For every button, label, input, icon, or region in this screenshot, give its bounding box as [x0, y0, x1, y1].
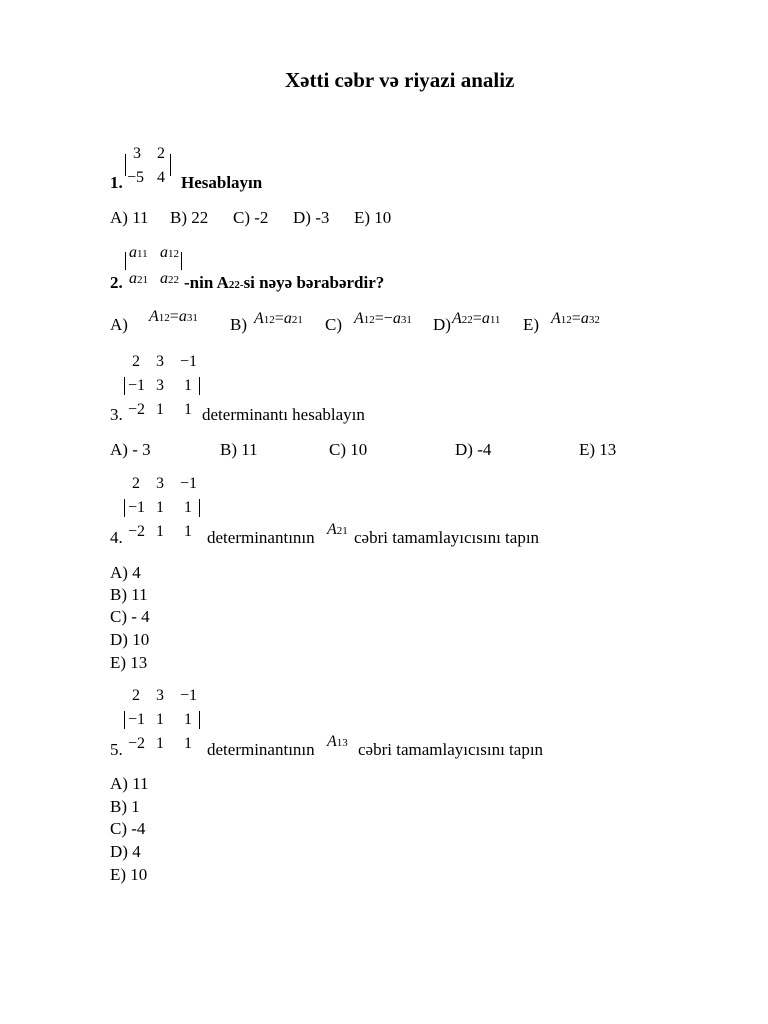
matrix-cell: 4 [157, 169, 165, 186]
determinant-bar-left [124, 499, 125, 517]
matrix-cell: 1 [156, 735, 164, 752]
option-a: A) - 3 [110, 440, 151, 459]
matrix-cell: 1 [156, 499, 164, 516]
question-text: -nin A22-si nəyə bərabərdir? [184, 273, 385, 292]
matrix-cell: −1 [180, 353, 198, 370]
option-c: C) 10 [329, 440, 368, 459]
option-b: B) 1 [110, 797, 140, 816]
matrix-cell: −1 [128, 499, 146, 516]
question-text-end: cəbri tamamlayıcısını tapın [354, 528, 540, 547]
matrix-cell: a21 [129, 270, 148, 287]
option-b: B) 11 [110, 585, 148, 604]
matrix-cell: −5 [127, 169, 145, 186]
matrix-cell: −2 [128, 523, 146, 540]
question-number: 5. [110, 740, 123, 759]
matrix-cell: −1 [128, 711, 146, 728]
matrix-cell: 1 [184, 401, 192, 418]
question-number: 1. [110, 173, 123, 192]
matrix-cell: 1 [156, 523, 164, 540]
determinant-bar-left [124, 711, 125, 729]
option-b-label: B) [230, 315, 247, 334]
option-a: A) 11 [110, 208, 149, 227]
option-d-label: D) [433, 315, 451, 334]
option-d: D) -3 [293, 208, 330, 227]
matrix-cell: 1 [184, 711, 192, 728]
matrix-cell: 3 [156, 475, 164, 492]
matrix-cell: 2 [132, 687, 140, 704]
determinant-bar-left [124, 377, 125, 395]
matrix-cell: 2 [132, 475, 140, 492]
option-a: A) 11 [110, 774, 149, 793]
option-b-formula: A12=a21 [254, 310, 303, 327]
option-d: D) 10 [110, 630, 150, 649]
option-d-formula: A22=a11 [452, 310, 501, 327]
matrix-cell: 3 [156, 687, 164, 704]
option-d: D) -4 [455, 440, 492, 459]
determinant-bar-right [181, 252, 182, 270]
question-text-end: cəbri tamamlayıcısını tapın [358, 740, 544, 759]
question-text: Hesablayın [181, 173, 263, 192]
cofactor-symbol: A13 [327, 733, 348, 750]
matrix-cell: −1 [180, 687, 198, 704]
matrix-cell: 1 [184, 377, 192, 394]
question-text: determinantı hesablayın [202, 405, 365, 424]
matrix-cell: 2 [157, 145, 165, 162]
question-text: determinantının [207, 740, 315, 759]
option-a: A) 4 [110, 563, 141, 582]
matrix-cell: 1 [184, 499, 192, 516]
option-e: E) 10 [110, 865, 148, 884]
cofactor-symbol: A21 [327, 521, 348, 538]
question-text: determinantının [207, 528, 315, 547]
matrix-cell: −1 [180, 475, 198, 492]
determinant-bar-left [125, 252, 126, 270]
determinant-bar-left [125, 154, 126, 176]
option-e-formula: A12=a32 [551, 310, 600, 327]
matrix-cell: 2 [132, 353, 140, 370]
matrix-cell: a22 [160, 270, 179, 287]
matrix-cell: 3 [133, 145, 141, 162]
matrix-cell: 3 [156, 353, 164, 370]
matrix-cell: 1 [184, 523, 192, 540]
option-b: B) 22 [170, 208, 209, 227]
option-d: D) 4 [110, 842, 141, 861]
option-b: B) 11 [220, 440, 258, 459]
option-e-label: E) [523, 315, 540, 334]
determinant-bar-right [199, 377, 200, 395]
matrix-cell: 1 [156, 401, 164, 418]
matrix-cell: 3 [156, 377, 164, 394]
matrix-cell: a12 [160, 244, 179, 261]
option-c: C) -2 [233, 208, 269, 227]
option-e: E) 13 [579, 440, 617, 459]
matrix-cell: −2 [128, 735, 146, 752]
matrix-cell: a11 [129, 244, 148, 261]
matrix-cell: 1 [184, 735, 192, 752]
matrix-cell: 1 [156, 711, 164, 728]
determinant-bar-right [170, 154, 171, 176]
option-c-label: C) [325, 315, 342, 334]
option-e: E) 13 [110, 653, 148, 672]
determinant-bar-right [199, 711, 200, 729]
option-e: E) 10 [354, 208, 392, 227]
option-c-formula: A12=−a31 [354, 310, 412, 327]
question-number: 3. [110, 405, 123, 424]
question-number: 4. [110, 528, 123, 547]
matrix-cell: −2 [128, 401, 146, 418]
option-c: C) -4 [110, 819, 146, 838]
matrix-cell: −1 [128, 377, 146, 394]
option-a-formula: A12=a31 [149, 308, 198, 325]
option-a-label: A) [110, 315, 128, 334]
determinant-bar-right [199, 499, 200, 517]
option-c: C) - 4 [110, 607, 150, 626]
question-number: 2. [110, 273, 123, 292]
page-title: Xətti cəbr və riyazi analiz [285, 68, 515, 92]
